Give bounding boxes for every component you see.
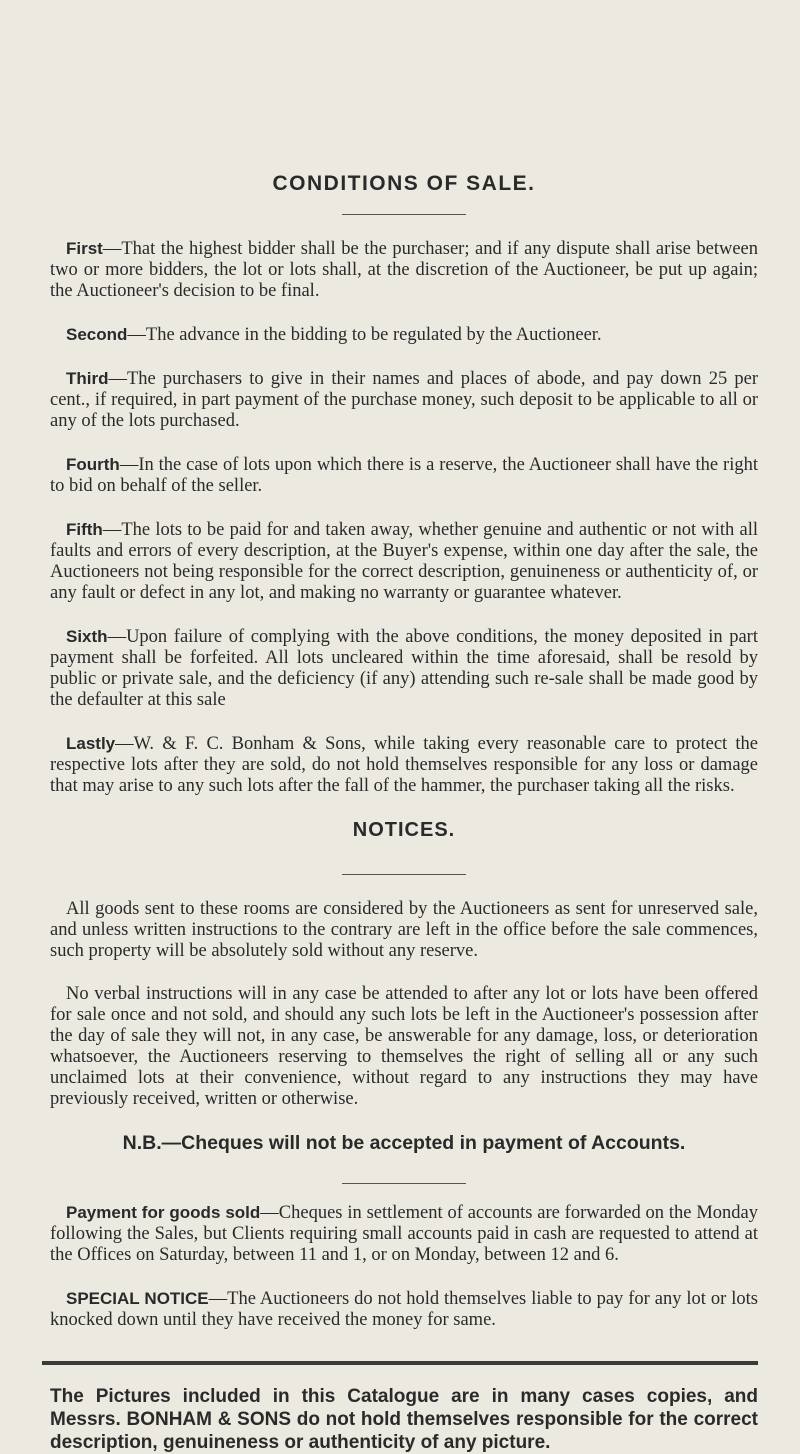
notices-heading: NOTICES. bbox=[352, 819, 456, 841]
special-text: —The Auctioneers do not hold themselves liable to pay for any lot or lots knocked down until they have received the money for same. bbox=[50, 1289, 758, 1330]
notice-verbal-instructions: No verbal instructions will in any case be attended to after any lot or lots have been offered for sale once and not sold, and should any such lots be left in the Auctioneer's possession after the day of sale they will not, in any case, be answerable for any damage, loss, or deterioration whatsoever, the Auctioneers reserving to themselves the right of selling all or any such unclaimed lots at their convenience, without regard to any instructions they may have previously received, written or otherwise. bbox=[50, 984, 758, 1109]
special-lead: SPECIAL NOTICE bbox=[66, 1289, 209, 1308]
page-title: CONDITIONS OF SALE. bbox=[272, 172, 536, 195]
payment-text: —Cheques in settlement of accounts are forwarded on the Monday following the Sales, but Clients requiring small accounts paid in cash are requested to attend at the Offices on Saturday, between 11 and 1, or on Monday, between 12 and 6. bbox=[50, 1203, 758, 1265]
condition-lead: Lastly bbox=[66, 734, 116, 753]
pictures-disclaimer: The Pictures included in this Catalogue are in many cases copies, and Messrs. BONHAM & SONS do not hold themselves responsible for the correct description, genuineness or authenticity of any picture. bbox=[50, 1386, 758, 1453]
condition-lead: Second bbox=[66, 325, 128, 344]
cheques-divider bbox=[342, 1183, 466, 1184]
payment-lead: Payment for goods sold bbox=[66, 1203, 261, 1222]
condition-third bbox=[50, 368, 758, 432]
condition-second bbox=[50, 324, 758, 346]
cheques-notice: N.B.—Cheques will not be accepted in payment of Accounts. bbox=[122, 1132, 686, 1154]
condition-lead: Fourth bbox=[66, 455, 120, 474]
condition-lead: Fifth bbox=[66, 520, 103, 539]
condition-text: —W. & F. C. Bonham & Sons, while taking every reasonable care to protect the respective lots after they are sold, do not hold themselves responsible for any loss or damage that may arise to any such lots after the fall of the hammer, the purchaser taking all the risks. bbox=[50, 734, 758, 796]
special-notice bbox=[50, 1288, 758, 1331]
condition-text: —Upon failure of complying with the above conditions, the money deposited in part payment shall be forfeited. All lots uncleared within the time aforesaid, shall be resold by public or private sale, and the deficiency (if any) attending such re-sale shall be made good by the defaulter at this sale bbox=[50, 627, 758, 710]
condition-text: —The advance in the bidding to be regulated by the Auctioneer. bbox=[127, 325, 602, 345]
condition-fifth bbox=[50, 519, 758, 604]
payment-notice bbox=[50, 1202, 758, 1266]
condition-lead: First bbox=[66, 239, 103, 258]
condition-text: —In the case of lots upon which there is a reserve, the Auctioneer shall have the right to bid on behalf of the seller. bbox=[50, 455, 758, 496]
title-divider bbox=[342, 214, 466, 215]
notices-divider bbox=[342, 874, 466, 875]
condition-fourth bbox=[50, 454, 758, 497]
condition-text: —The lots to be paid for and taken away, whether genuine and authentic or not with all faults and errors of every description, at the Buyer's expense, within one day after the sale, the Auctioneers not being responsible for the correct description, genuineness or authenticity of, or any fault or defect in any lot, and making no warranty or guarantee whatever. bbox=[50, 520, 758, 603]
condition-text: —That the highest bidder shall be the purchaser; and if any dispute shall arise between two or more bidders, the lot or lots shall, at the discretion of the Auctioneer, be put up again; the Auctioneer's decision to be final. bbox=[50, 239, 758, 301]
condition-first bbox=[50, 238, 758, 302]
condition-sixth bbox=[50, 626, 758, 711]
condition-text: —The purchasers to give in their names and places of abode, and pay down 25 per cent., if required, in part payment of the purchase money, such deposit to be applicable to all or any of the lots purchased. bbox=[50, 369, 758, 431]
footer-divider bbox=[42, 1361, 758, 1365]
condition-lastly bbox=[50, 733, 758, 797]
notice-unreserved: All goods sent to these rooms are considered by the Auctioneers as sent for unreserved sale, and unless written instructions to the contrary are left in the office before the sale commences, such property will be absolutely sold without any reserve. bbox=[50, 899, 758, 961]
condition-lead: Third bbox=[66, 369, 109, 388]
condition-lead: Sixth bbox=[66, 627, 108, 646]
